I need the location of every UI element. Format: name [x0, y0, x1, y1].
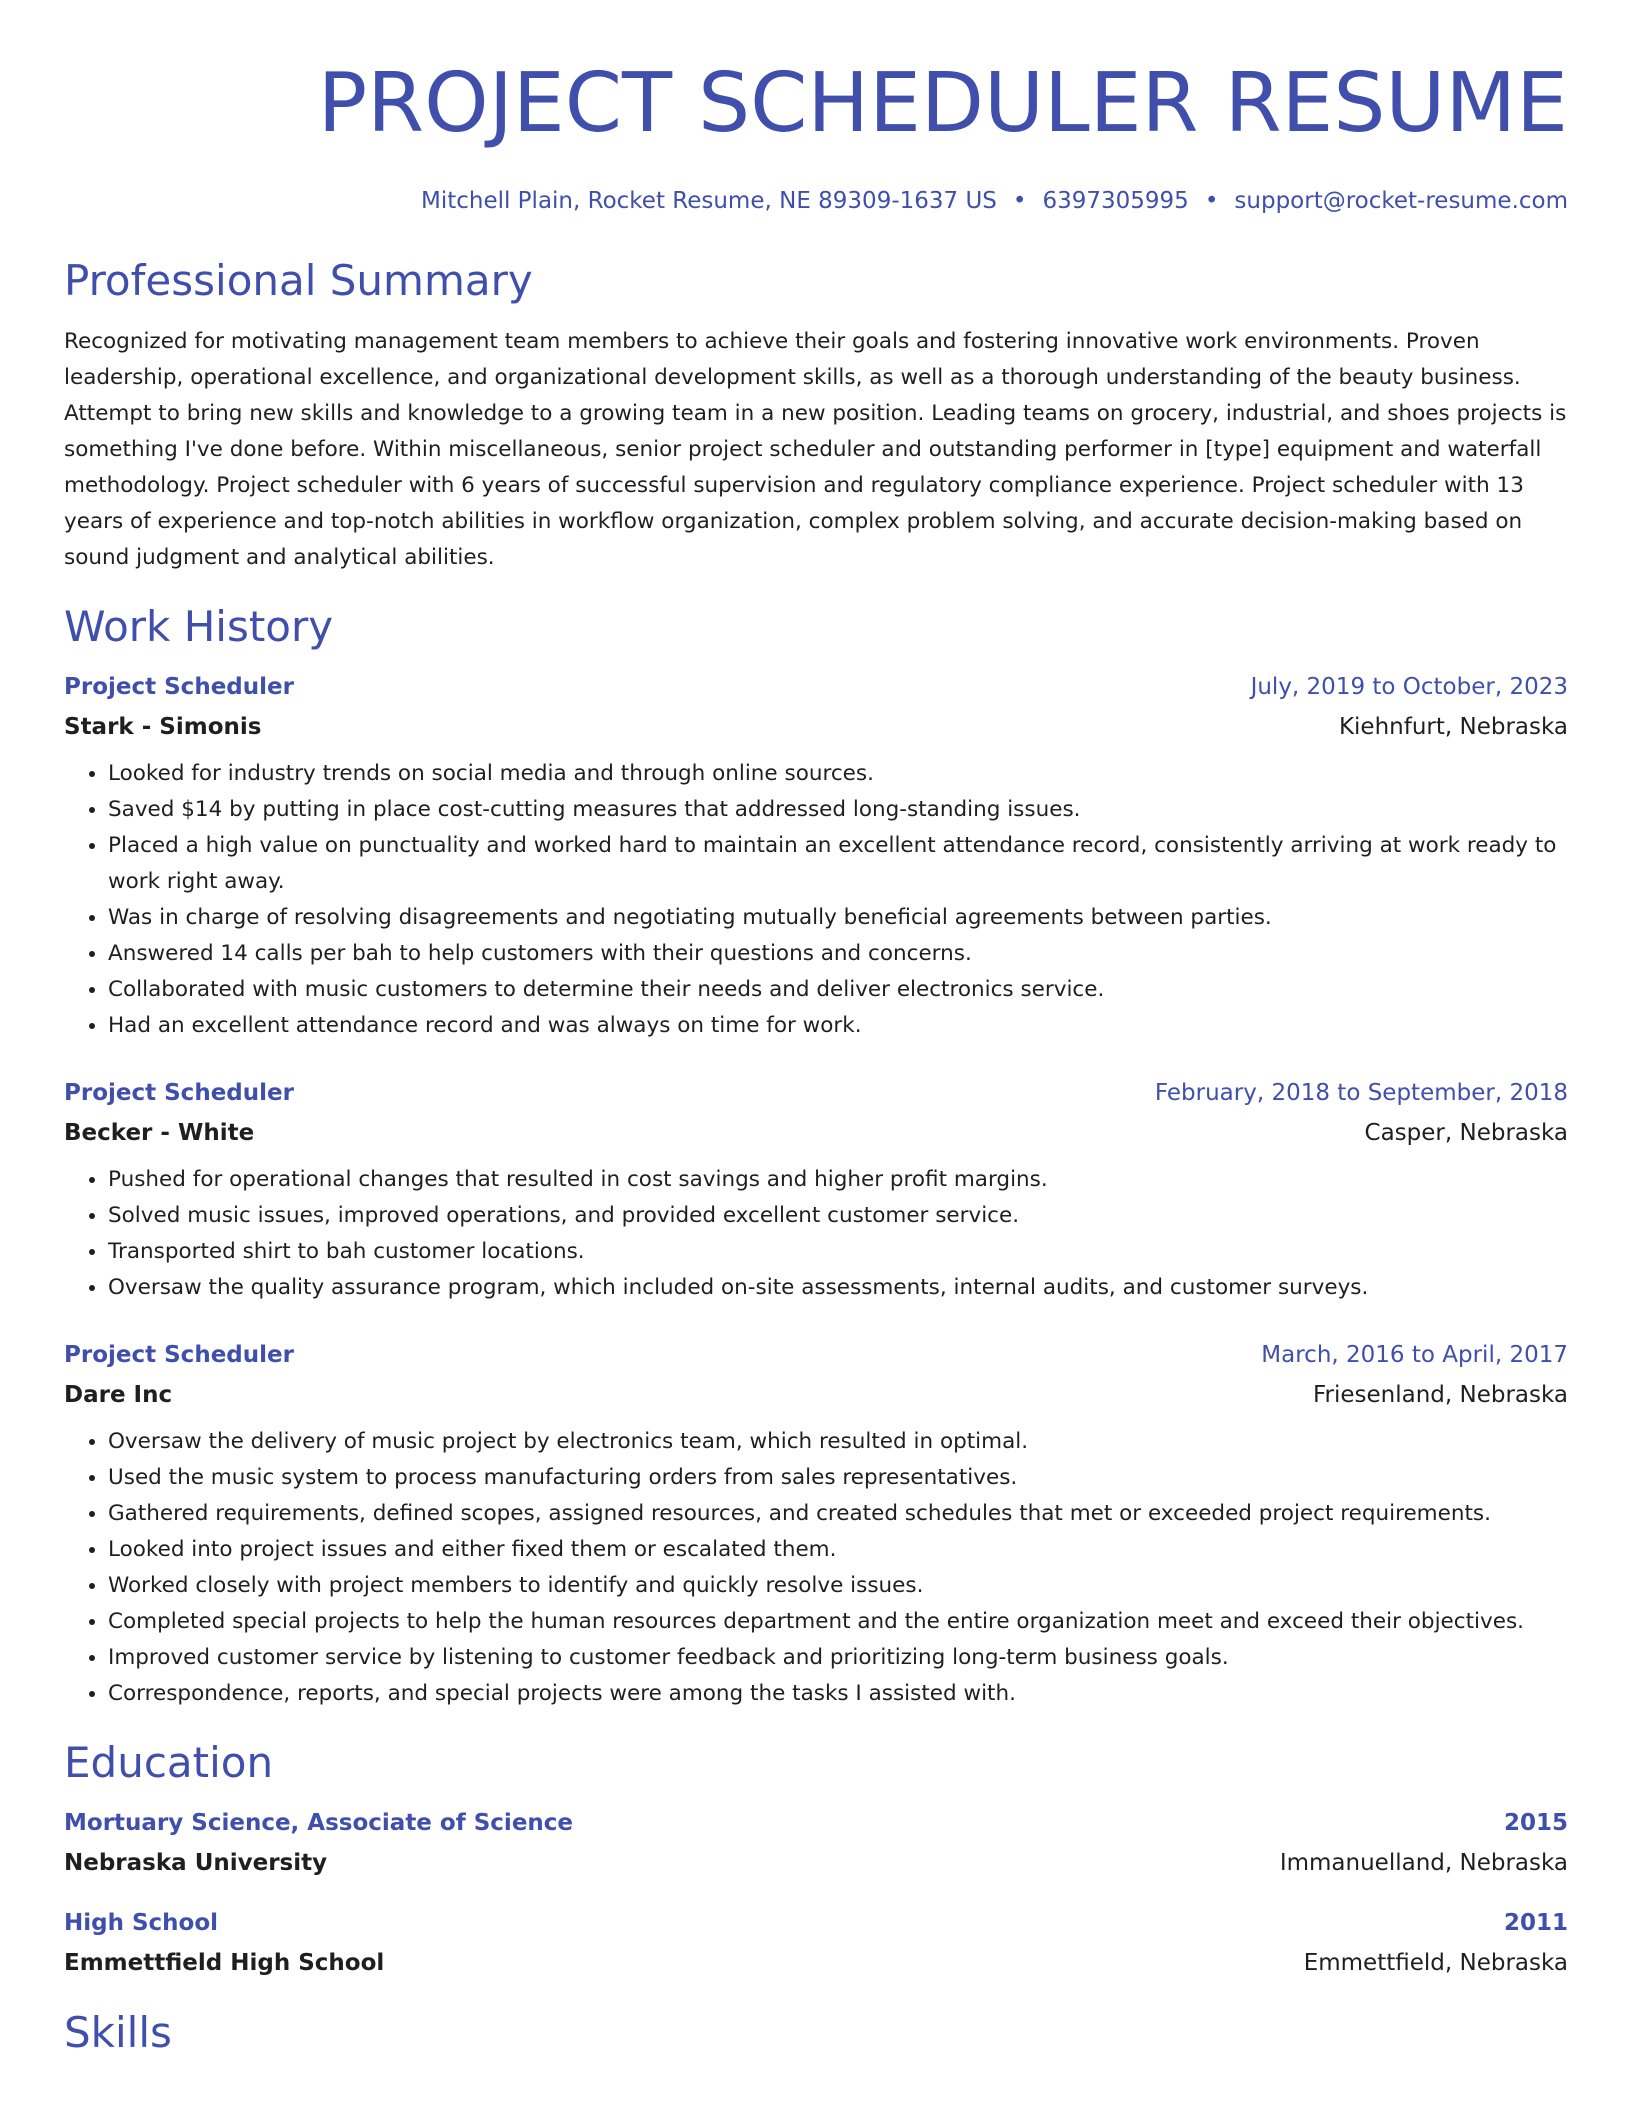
job-role: Project Scheduler	[64, 674, 294, 700]
education-year: 2011	[1503, 1910, 1568, 1936]
list-item: • Pushed for operational changes that resulted in cost savings and higher profit margins.	[108, 1162, 1568, 1198]
job-dates: July, 2019 to October, 2023	[1250, 674, 1568, 700]
list-item: • Was in charge of resolving disagreements and negotiating mutually beneficial agreements between parties.	[108, 900, 1568, 936]
list-item: • Correspondence, reports, and special projects were among the tasks I assisted with.	[108, 1676, 1568, 1712]
education-school: Nebraska University	[64, 1850, 328, 1876]
job-entry	[64, 672, 1568, 1044]
job-location: Friesenland, Nebraska	[1312, 1382, 1568, 1408]
list-item: • Collaborated with music customers to determine their needs and deliver electronics service.	[108, 972, 1568, 1008]
job-location: Casper, Nebraska	[1364, 1120, 1568, 1146]
list-item: • Worked closely with project members to identify and quickly resolve issues.	[108, 1568, 1568, 1604]
list-item: • Answered 14 calls per bah to help customers with their questions and concerns.	[108, 936, 1568, 972]
job-entry	[64, 1078, 1568, 1306]
list-item: • Looked for industry trends on social media and through online sources.	[108, 756, 1568, 792]
contact-line	[64, 186, 1568, 216]
contact-separator: •	[1204, 188, 1219, 214]
list-item: • Transported shirt to bah customer locations.	[108, 1234, 1568, 1270]
contact-email: support@rocket-resume.com	[1234, 188, 1568, 214]
education-degree: Mortuary Science, Associate of Science	[64, 1810, 574, 1836]
job-dates: March, 2016 to April, 2017	[1261, 1342, 1568, 1368]
job-company: Stark - Simonis	[64, 714, 262, 740]
job-role: Project Scheduler	[64, 1080, 294, 1106]
education-entry	[64, 1808, 1568, 1878]
education-location: Emmettfield, Nebraska	[1303, 1950, 1568, 1976]
resume-header	[64, 56, 1568, 216]
list-item: • Looked into project issues and either fixed them or escalated them.	[108, 1532, 1568, 1568]
job-entry	[64, 1340, 1568, 1712]
education-year: 2015	[1503, 1810, 1568, 1836]
job-role: Project Scheduler	[64, 1342, 294, 1368]
education-degree: High School	[64, 1910, 219, 1936]
summary-text: Recognized for motivating management team members to achieve their goals and fostering innovative work environments. Proven leadership, operational excellence, and organizational development skills, as well as a thorough understanding of the beauty business. Attempt to bring new skills and knowledge to a growing team in a new position. Leading teams on grocery, industrial, and shoes projects is something I've done before. Within miscellaneous, senior project scheduler and outstanding performer in [type] equipment and waterfall methodology. Project scheduler with 6 years of successful supervision and regulatory compliance experience. Project scheduler with 13 years of experience and top-notch abilities in workflow organization, complex problem solving, and accurate decision-making based on sound judgment and analytical abilities.	[64, 329, 1567, 570]
list-item: • Used the music system to process manufacturing orders from sales representatives.	[108, 1460, 1568, 1496]
list-item: • Oversaw the delivery of music project by electronics team, which resulted in optimal.	[108, 1424, 1568, 1460]
job-company: Dare Inc	[64, 1382, 173, 1408]
list-item: • Placed a high value on punctuality and worked hard to maintain an excellent attendance record, consistently arriving at work ready to work right away.	[108, 828, 1568, 900]
job-location: Kiehnfurt, Nebraska	[1338, 714, 1568, 740]
list-item: • Oversaw the quality assurance program, which included on-site assessments, internal audits, and customer surveys.	[108, 1270, 1568, 1306]
contact-phone: 6397305995	[1042, 188, 1189, 214]
job-bullets	[64, 756, 1568, 1044]
list-item: • Solved music issues, improved operations, and provided excellent customer service.	[108, 1198, 1568, 1234]
list-item: • Had an excellent attendance record and was always on time for work.	[108, 1008, 1568, 1044]
contact-separator: •	[1012, 188, 1027, 214]
contact-address: Mitchell Plain, Rocket Resume, NE 89309-1637 US	[420, 188, 997, 214]
list-item: • Improved customer service by listening to customer feedback and prioritizing long-term business goals.	[108, 1640, 1568, 1676]
job-dates: February, 2018 to September, 2018	[1154, 1080, 1568, 1106]
list-item: • Gathered requirements, defined scopes, assigned resources, and created schedules that met or exceeded project requirements.	[108, 1496, 1568, 1532]
list-item: • Saved $14 by putting in place cost-cutting measures that addressed long-standing issues.	[108, 792, 1568, 828]
job-company: Becker - White	[64, 1120, 255, 1146]
page-title: PROJECT SCHEDULER RESUME	[317, 56, 1568, 151]
education-entry	[64, 1908, 1568, 1978]
work-history-heading: Work History	[64, 602, 334, 651]
list-item: • Completed special projects to help the human resources department and the entire organization meet and exceed their objectives.	[108, 1604, 1568, 1640]
education-heading: Education	[64, 1738, 274, 1787]
job-bullets	[64, 1424, 1568, 1712]
resume-page	[64, 0, 1568, 2058]
education-location: Immanuelland, Nebraska	[1279, 1850, 1568, 1876]
summary-heading: Professional Summary	[64, 256, 533, 305]
job-bullets	[64, 1162, 1568, 1306]
education-school: Emmettfield High School	[64, 1950, 385, 1976]
skills-heading: Skills	[64, 2008, 172, 2057]
